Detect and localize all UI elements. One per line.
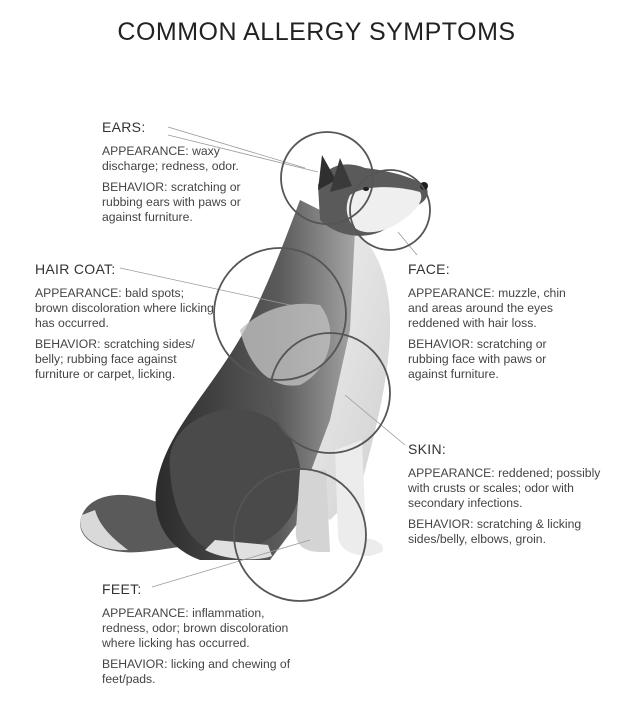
hair-coat-heading: HAIR COAT: <box>35 261 116 277</box>
feet-appearance: APPEARANCE: inflammation, redness, odor; brown discoloration where licking has occurred. <box>102 606 289 650</box>
ears-behavior: BEHAVIOR: scratching or rubbing ears with paws or against furniture. <box>102 180 241 224</box>
dog-front-leg-back <box>296 470 330 552</box>
face-heading: FACE: <box>408 261 450 277</box>
feet-section <box>102 582 307 693</box>
ears-heading: EARS: <box>102 119 146 135</box>
hair-coat-behavior: BEHAVIOR: scratching sides/ belly; rubbing face against furniture or carpet, licking. <box>35 337 195 381</box>
page-title: COMMON ALLERGY SYMPTOMS <box>117 18 516 46</box>
feet-heading: FEET: <box>102 581 142 597</box>
skin-section <box>408 442 603 553</box>
face-section <box>408 262 583 388</box>
skin-appearance: APPEARANCE: reddened; possibly with crusts or scales; odor with secondary infections. <box>408 466 601 510</box>
feet-behavior: BEHAVIOR: licking and chewing of feet/pads. <box>102 657 291 686</box>
skin-heading: SKIN: <box>408 441 447 457</box>
hair-coat-section <box>35 262 215 388</box>
face-appearance: APPEARANCE: muzzle, chin and areas around the eyes reddened with hair loss. <box>408 286 566 330</box>
skin-behavior: BEHAVIOR: scratching & licking sides/belly, elbows, groin. <box>408 517 582 546</box>
hair-coat-appearance: APPEARANCE: bald spots; brown discoloration where licking has occurred. <box>35 286 214 330</box>
dog-face-mask <box>347 187 422 232</box>
leader-face <box>398 232 417 255</box>
ears-section <box>102 120 272 231</box>
dog-eye <box>363 187 369 191</box>
ears-appearance: APPEARANCE: waxy discharge; redness, odor. <box>102 144 239 173</box>
face-behavior: BEHAVIOR: scratching or rubbing face with paws or against furniture. <box>408 337 547 381</box>
dog-front-leg-front <box>335 440 383 556</box>
